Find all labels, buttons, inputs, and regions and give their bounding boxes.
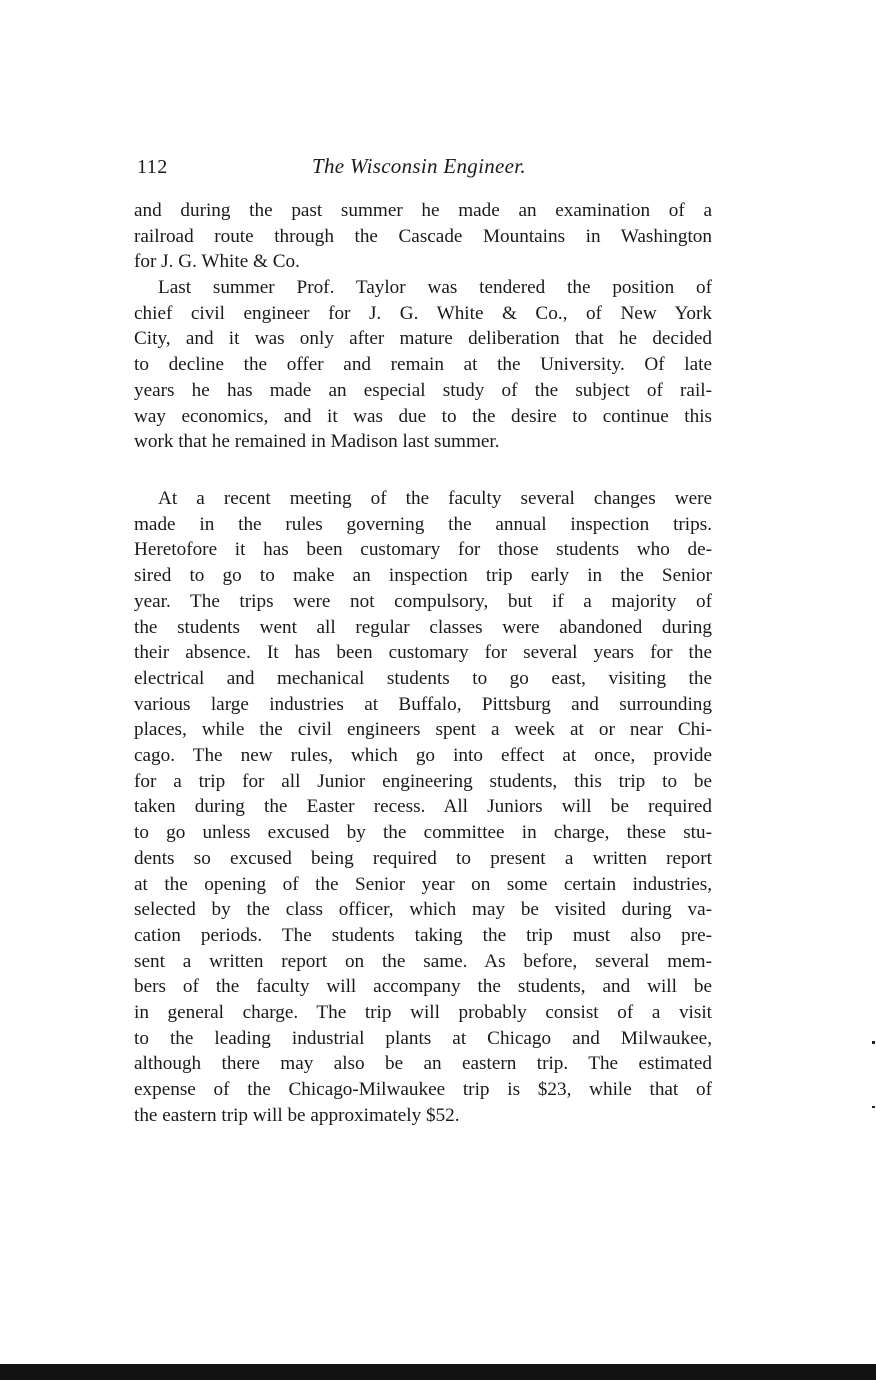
text-line: for J. G. White & Co. xyxy=(134,251,300,273)
scan-speck xyxy=(872,1106,875,1108)
text-line: selected by the class officer, which may be visited during va- xyxy=(134,899,712,921)
text-line: taken during the Easter recess. All Juniors will be required xyxy=(134,796,712,818)
text-line: At a recent meeting of the faculty several changes were xyxy=(158,488,712,509)
scan-border xyxy=(0,1364,876,1380)
text-line: the students went all regular classes were abandoned during xyxy=(134,616,712,638)
text-line: in general charge. The trip will probably consist of a visit xyxy=(134,1002,712,1024)
text-line: for a trip for all Junior engineering students, this trip to be xyxy=(134,770,712,792)
text-line: at the opening of the Senior year on some certain industries, xyxy=(134,873,712,895)
text-line: dents so excused being required to present a written report xyxy=(134,847,712,869)
text-line: year. The trips were not compulsory, but if a majority of xyxy=(134,590,712,612)
paragraph-inspection-trips xyxy=(134,486,712,1129)
scan-speck xyxy=(872,1041,875,1044)
text-line: places, while the civil engineers spent a week at or near Chi- xyxy=(134,719,712,741)
text-line: electrical and mechanical students to go east, visiting the xyxy=(134,667,712,689)
text-line: way economics, and it was due to the desire to continue this xyxy=(134,405,712,427)
text-line: City, and it was only after mature deliberation that he decided xyxy=(134,328,712,350)
page-number: 112 xyxy=(137,156,168,178)
text-line: their absence. It has been customary for several years for the xyxy=(134,642,712,664)
text-line: Heretofore it has been customary for those students who de- xyxy=(134,539,712,561)
text-line: years he has made an especial study of the subject of rail- xyxy=(134,379,712,401)
text-line: and during the past summer he made an examination of a xyxy=(134,200,712,221)
text-line: chief civil engineer for J. G. White & Co., of New York xyxy=(134,302,712,324)
text-line: cation periods. The students taking the trip must also pre- xyxy=(134,924,712,946)
text-line: to the leading industrial plants at Chicago and Milwaukee, xyxy=(134,1027,712,1049)
text-line: expense of the Chicago-Milwaukee trip is $23, while that of xyxy=(134,1079,712,1101)
text-line: made in the rules governing the annual inspection trips. xyxy=(134,513,712,535)
text-line: cago. The new rules, which go into effect at once, provide xyxy=(134,745,712,767)
text-line: work that he remained in Madison last summer. xyxy=(134,431,500,453)
text-line: various large industries at Buffalo, Pittsburg and surrounding xyxy=(134,693,712,715)
text-line: sent a written report on the same. As before, several mem- xyxy=(134,950,712,972)
paragraph-continuation xyxy=(134,198,712,275)
text-line: the eastern trip will be approximately $52. xyxy=(134,1104,460,1126)
text-line: Last summer Prof. Taylor was tendered the position of xyxy=(158,277,712,298)
text-line: to decline the offer and remain at the University. Of late xyxy=(134,354,712,376)
text-line: sired to go to make an inspection trip early in the Senior xyxy=(134,565,712,587)
text-line: railroad route through the Cascade Mountains in Washington xyxy=(134,225,712,247)
paragraph-taylor xyxy=(134,275,712,455)
text-line: to go unless excused by the committee in charge, these stu- xyxy=(134,822,712,844)
running-head-title: The Wisconsin Engineer. xyxy=(312,154,526,178)
text-line: although there may also be an eastern trip. The estimated xyxy=(134,1053,712,1075)
text-line: bers of the faculty will accompany the students, and will be xyxy=(134,976,712,998)
